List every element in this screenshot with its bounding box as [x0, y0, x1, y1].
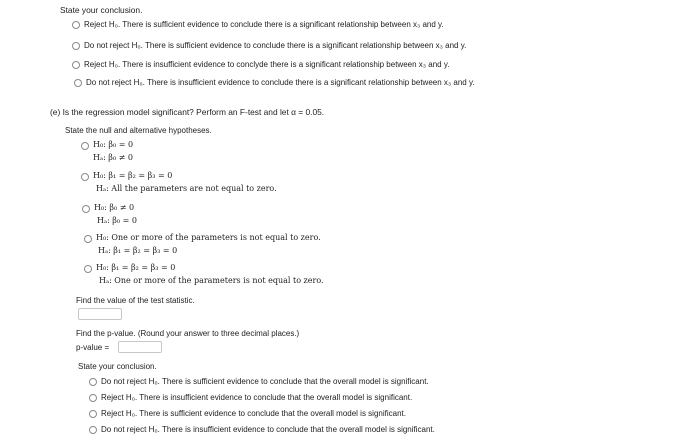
pvalue-label: p-value = — [76, 343, 110, 352]
hypotheses-heading: State the null and alternative hypotheses. — [65, 126, 212, 135]
pvalue-input[interactable] — [118, 341, 162, 353]
conclusion-heading-d: State your conclusion. — [60, 5, 143, 15]
hyp-1-null: H₀: β₀ = 0 — [93, 140, 134, 149]
conclusion-e-3-text: Reject H₀. There is sufficient evidence to conclude that the overall model is significant. — [101, 409, 406, 418]
hyp-2-alt: Hₐ: All the parameters are not equal to zero. — [96, 184, 277, 193]
hyp-5-alt: Hₐ: One or more of the parameters is not equal to zero. — [99, 276, 324, 285]
radio-d-option-2[interactable] — [72, 42, 80, 50]
hyp-3-null: H₀: β₀ ≠ 0 — [94, 203, 135, 212]
hyp-3-alt: Hₐ: β₀ = 0 — [97, 216, 138, 225]
radio-hyp-4[interactable] — [84, 235, 92, 243]
test-statistic-input[interactable] — [78, 308, 122, 320]
radio-e-conclusion-2[interactable] — [89, 394, 97, 402]
radio-d-option-3[interactable] — [72, 61, 80, 69]
radio-e-conclusion-4[interactable] — [89, 426, 97, 434]
radio-hyp-5[interactable] — [84, 265, 92, 273]
radio-d-option-4[interactable] — [74, 79, 82, 87]
hyp-2-null: H₀: β₁ = β₂ = β₃ = 0 — [93, 171, 173, 180]
option-d-4-text: Do not reject H₀. There is insufficient evidence to conclude there is a significant relationship between x₃ and y. — [86, 78, 475, 87]
conclusion-e-1-text: Do not reject H₀. There is sufficient evidence to conclude that the overall model is significant. — [101, 377, 429, 386]
hyp-4-alt: Hₐ: β₁ = β₂ = β₃ = 0 — [98, 246, 178, 255]
pvalue-prompt: Find the p-value. (Round your answer to three decimal places.) — [76, 329, 300, 338]
radio-hyp-3[interactable] — [82, 205, 90, 213]
test-statistic-prompt: Find the value of the test statistic. — [76, 296, 195, 305]
radio-e-conclusion-3[interactable] — [89, 410, 97, 418]
option-d-1-text: Reject H₀. There is sufficient evidence to conclude there is a significant relationship between x₃ and y. — [84, 20, 444, 29]
hyp-1-alt: Hₐ: β₀ ≠ 0 — [93, 153, 134, 162]
conclusion-heading-e: State your conclusion. — [78, 362, 157, 371]
option-d-3-text: Reject H₀. There is insufficient evidence to conclyde there is a significant relationship between x₃ and y. — [84, 60, 450, 69]
radio-hyp-1[interactable] — [81, 142, 89, 150]
question-e: (e) Is the regression model significant? Perform an F-test and let α = 0.05. — [50, 107, 325, 117]
radio-e-conclusion-1[interactable] — [89, 378, 97, 386]
conclusion-e-2-text: Reject H₀. There is insufficient evidence to conclude that the overall model is significant. — [101, 393, 413, 402]
radio-hyp-2[interactable] — [81, 173, 89, 181]
conclusion-e-4-text: Do not reject H₀. There is insufficient evidence to conclude that the overall model is significant. — [101, 425, 435, 434]
hyp-5-null: H₀: β₁ = β₂ = β₃ = 0 — [96, 263, 176, 272]
option-d-2-text: Do not reject H₀. There is sufficient evidence to conclude there is a significant relationship between x₃ and y. — [84, 41, 467, 50]
hyp-4-null: H₀: One or more of the parameters is not equal to zero. — [96, 233, 321, 242]
radio-d-option-1[interactable] — [72, 21, 80, 29]
